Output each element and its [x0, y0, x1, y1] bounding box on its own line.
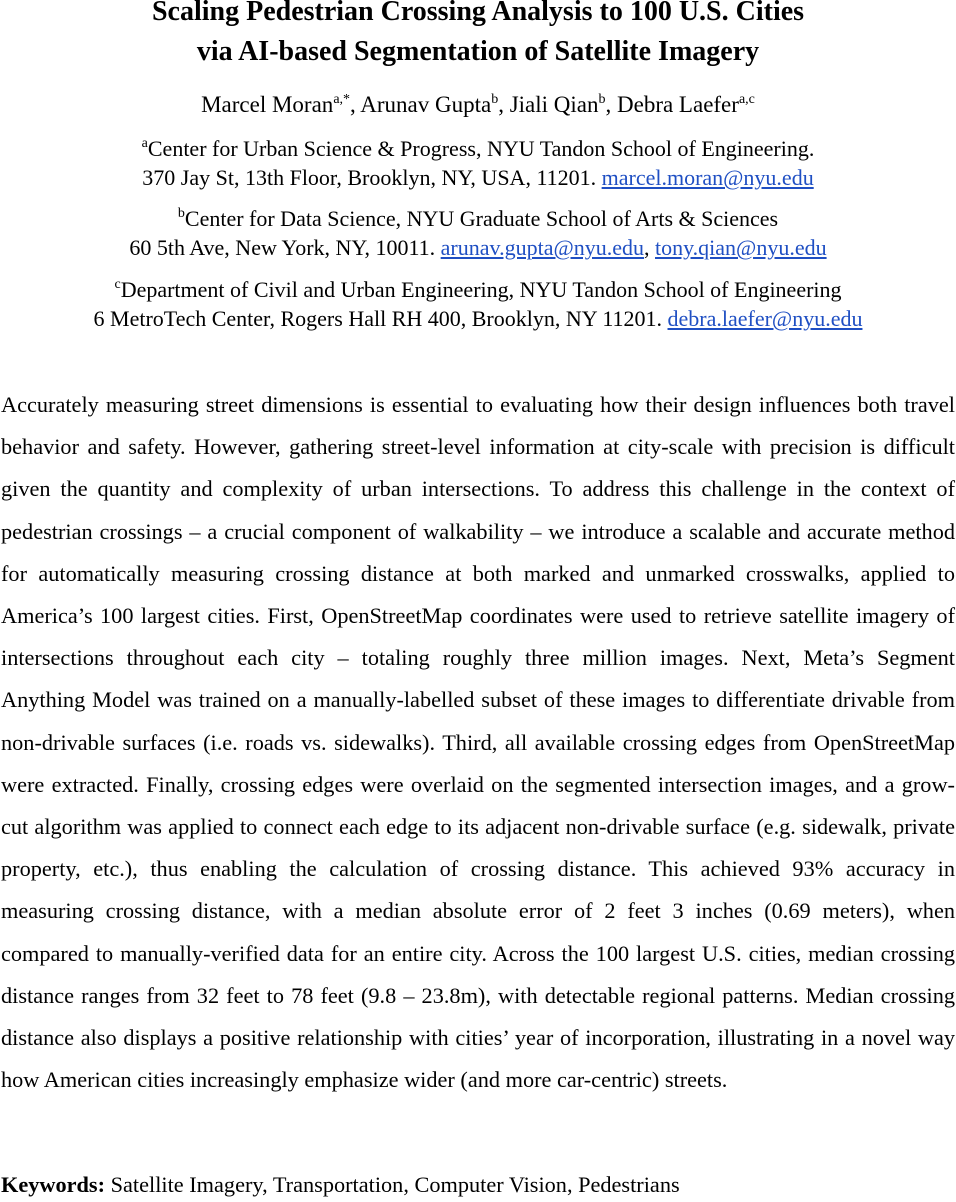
keywords-label: Keywords:: [1, 1172, 106, 1197]
affiliation-c-line-1: [0, 275, 956, 304]
email-link[interactable]: tony.qian@nyu.edu: [655, 235, 827, 260]
paper-title: [0, 0, 956, 72]
affiliation-a: [0, 134, 956, 192]
email-link[interactable]: debra.laefer@nyu.edu: [667, 306, 863, 331]
author-affiliation-mark: a,c: [738, 92, 755, 107]
email-separator: ,: [644, 235, 655, 260]
affiliation-address: 60 5th Ave, New York, NY, 10011.: [129, 235, 441, 260]
email-link[interactable]: arunav.gupta@nyu.edu: [440, 235, 644, 260]
keywords-value: Satellite Imagery, Transportation, Computer Vision, Pedestrians: [105, 1172, 680, 1197]
affiliation-name: Department of Civil and Urban Engineering, NYU Tandon School of Engineering: [120, 277, 842, 302]
affiliation-a-line-2: [0, 163, 956, 192]
title-line-1: Scaling Pedestrian Crossing Analysis to 100 U.S. Cities: [151, 0, 805, 27]
affiliation-name: Center for Data Science, NYU Graduate School of Arts & Sciences: [184, 206, 779, 231]
affiliation-mark: b: [177, 206, 185, 221]
author-name: Arunav Gupta: [360, 92, 492, 117]
affiliation-mark: c: [114, 277, 121, 292]
affiliation-name: Center for Urban Science & Progress, NYU Tandon School of Engineering.: [147, 136, 815, 161]
email-link[interactable]: marcel.moran@nyu.edu: [601, 165, 814, 190]
affiliation-a-line-1: [0, 134, 956, 163]
title-line-2: via AI-based Segmentation of Satellite Imagery: [196, 36, 760, 67]
affiliation-b: [0, 204, 956, 262]
affiliation-mark: a: [141, 136, 148, 151]
affiliation-address: 370 Jay St, 13th Floor, Brooklyn, NY, USA, 11201.: [142, 165, 602, 190]
author-separator: ,: [605, 92, 617, 117]
author-separator: ,: [498, 92, 510, 117]
author-name: Debra Laefer: [617, 92, 739, 117]
keywords-line: [1, 1168, 955, 1202]
author-affiliation-mark: a,*: [333, 92, 351, 107]
author-affiliation-mark: b: [491, 92, 499, 107]
affiliation-b-line-2: [0, 233, 956, 262]
abstract-paragraph: Accurately measuring street dimensions is essential to evaluating how their design influences both travel behavior and safety. However, gathering street-level information at city-scale with precision is difficult given the quantity and complexity of urban intersections. To address this challenge in the context of pedestrian crossings – a crucial component of walkability – we introduce a scalable and accurate method for automatically measuring crossing distance at both marked and unmarked crosswalks, applied to America’s 100 largest cities. First, OpenStreetMap coordinates were used to retrieve satellite imagery of intersections throughout each city – totaling roughly three million images. Next, Meta’s Segment Anything Model was trained on a manually-labelled subset of these images to differentiate drivable from non-drivable surfaces (i.e. roads vs. sidewalks). Third, all available crossing edges from OpenStreetMap were extracted. Finally, crossing edges were overlaid on the segmented intersection images, and a grow-cut algorithm was applied to connect each edge to its adjacent non-drivable surface (e.g. sidewalk, private property, etc.), thus enabling the calculation of crossing distance. This achieved 93% accuracy in measuring crossing distance, with a median absolute error of 2 feet 3 inches (0.69 meters), when compared to manually-verified data for an entire city. Across the 100 largest U.S. cities, median crossing distance ranges from 32 feet to 78 feet (9.8 – 23.8m), with detectable regional patterns. Median crossing distance also displays a positive relationship with cities’ year of incorporation, illustrating in a novel way how American cities increasingly emphasize wider (and more car-centric) streets.: [1, 392, 955, 1093]
author-separator: ,: [350, 92, 361, 117]
affiliation-address: 6 MetroTech Center, Rogers Hall RH 400, Brooklyn, NY 11201.: [93, 306, 668, 331]
affiliation-c: [0, 275, 956, 333]
author-name: Jiali Qian: [509, 92, 599, 117]
author-list: [0, 88, 956, 122]
affiliation-b-line-1: [0, 204, 956, 233]
author-affiliation-mark: b: [598, 92, 606, 107]
affiliation-c-line-2: [0, 304, 956, 333]
author-name: Marcel Moran: [201, 92, 334, 117]
